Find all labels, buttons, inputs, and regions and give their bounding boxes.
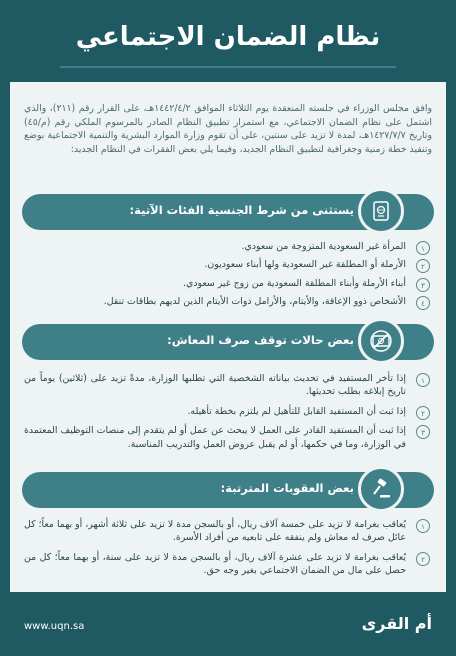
title-underline [60,66,396,68]
header [0,0,456,82]
section-penalties-list [24,518,430,578]
item-text: أبناء الأرملة وأبناء المطلقة السعودية من زوج غير سعودي. [183,277,406,289]
no-money-icon [358,318,404,364]
item-text: يُعاقب بغرامة لا تزيد على عشرة آلاف ريال، أو بالسجن مدة لا تزيد على سنة، أو بهما معاً؛ كل من حصل على مال من الضمان الاجتماعي بغير وجه حق. [24,551,406,577]
list-item [24,295,430,308]
item-number: ٣ [416,425,430,439]
page-title: نظام الضمان الاجتماعي [75,22,381,52]
list-item [24,372,430,399]
item-number: ٢ [416,552,430,566]
item-number: ١ [416,241,430,255]
website-link[interactable]: www.uqn.sa [24,621,85,632]
content-card [10,82,446,592]
item-number: ٢ [416,259,430,273]
item-text: الأرملة أو المطلقة غير السعودية ولها أبناء سعوديون. [204,259,406,271]
item-text: إذا ثبت أن المستفيد القادر على العمل لا يبحث عن عمل أو لم يتقدم إلى منصات التوظيف المعتمدة في الوزارة، وما في حكمها، أو لم يقبل عروض العمل والتدريب المناسبة. [24,425,406,450]
section-pension-stop-header [22,324,434,360]
item-text: الأشخاص ذوو الإعاقة، والأيتام، والأرامل ذوات الأيتام الذين لديهم بطاقات تنقل. [103,296,406,308]
section-penalties-header [22,472,434,508]
list-item [24,277,430,290]
list-item [24,518,430,545]
item-number: ١ [416,373,430,387]
list-item [24,424,430,451]
item-number: ١ [416,519,430,533]
item-text: إذا ثبت أن المستفيد القابل للتأهيل لم يلتزم بخطة تأهيله. [187,405,406,417]
passport-icon [358,188,404,234]
list-item [24,258,430,271]
section-nationality-exceptions-list [24,240,430,309]
item-number: ٢ [416,406,430,420]
item-text: يُعاقب بغرامة لا تزيد على خمسة آلاف ريال، أو بالسجن مدة لا تزيد على ثلاثة أشهر، أو بهما معاً؛ كل عائل صرف له معاش ولم ينفقه على تابعيه من أفراد الأسرة. [24,519,406,544]
item-text: إذا تأخر المستفيد في تحديث بياناته الشخصية التي تطلبها الوزارة، مدةً تزيد على (ثلاثين) يوماً من تاريخ إبلاغه بطلب تحديثها. [24,373,406,398]
section-nationality-exceptions-header [22,194,434,230]
gavel-icon [358,466,404,512]
item-number: ٣ [416,278,430,292]
item-text: المرأة غير السعودية المتزوجة من سعودي. [241,241,406,252]
section-heading: بعض حالات توقف صرف المعاش: [167,333,354,347]
section-pension-stop-list [24,372,430,451]
section-heading: بعض العقوبات المترتبة: [220,481,354,495]
list-item [24,551,430,578]
list-item [24,405,430,418]
footer [0,592,456,656]
list-item [24,240,430,253]
brand-logo: أم القرى [361,614,432,633]
section-heading: يستثنى من شرط الجنسية الفئات الآتية: [129,203,354,217]
intro-paragraph: وافق مجلس الوزراء في جلسته المنعقدة يوم الثلاثاء الموافق ١٤٤٢/٤/٢هـ، على القرار رقم (٢١١)، والذي اشتمل على نظام الضمان الاجتماعي، مع استمرار تطبيق النظام الصادر بالمرسوم الملكي رقم (م/٤٥) وتاريخ ١٤٢٧/٧/٧هـ، لمدة لا تزيد على سنتين، على أن تقوم وزارة الموارد البشرية والتنمية الاجتماعية بوضع وتنفيذ خطة زمنية وجغرافية لتطبيق النظام الجديد، وفيما يلي بعض الفقرات في النظام الجديد: [24,103,433,155]
item-number: ٤ [416,296,430,310]
